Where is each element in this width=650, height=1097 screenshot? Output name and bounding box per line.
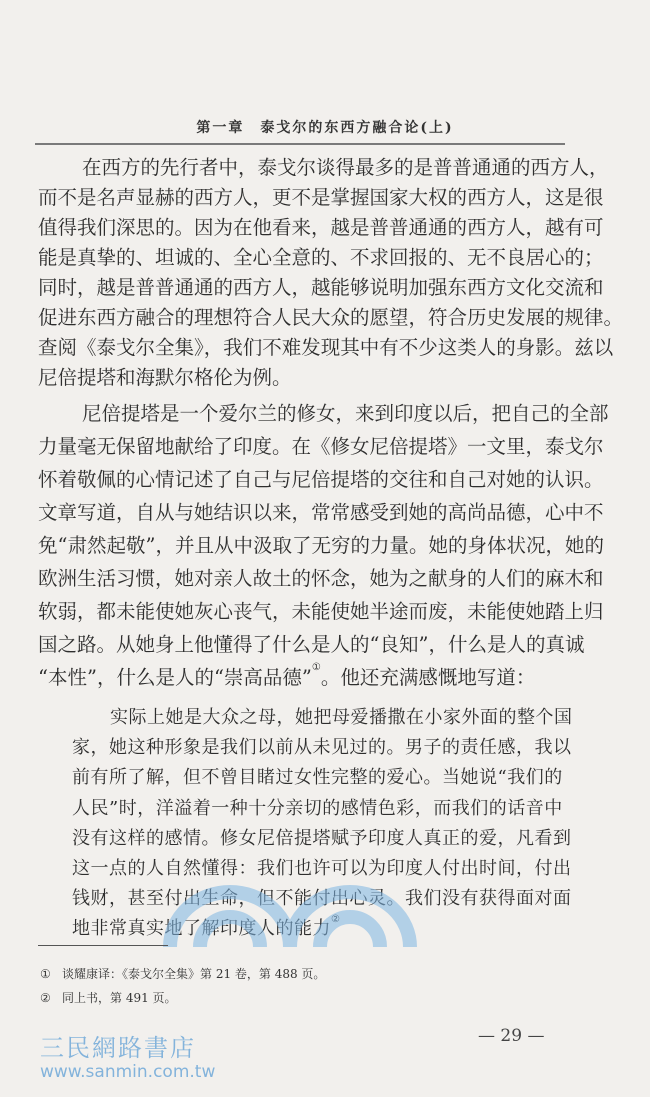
- quote-line: 家，她这种形象是我们以前从未见过的。男子的责任感，我以: [72, 737, 572, 759]
- text-line: 在西方的先行者中，泰戈尔谈得最多的是普普通通的西方人，: [82, 156, 609, 179]
- quote-line: 这一点的人自然懂得：我们也许可以为印度人付出时间，付出: [72, 857, 572, 879]
- quote-line: 钱财，甚至付出生命，但不能付出心灵。我们没有获得面对面: [72, 888, 572, 910]
- footnote-1: [40, 965, 325, 989]
- footnote-text: 同上书，第 491 页。: [62, 991, 177, 1005]
- footnote-2: [40, 989, 325, 1013]
- paragraph-1: [38, 152, 624, 392]
- text-segment: 地非常真实地了解印度人的能力: [72, 918, 331, 940]
- running-header: 第一章 泰戈尔的东西方融合论(上): [196, 120, 454, 136]
- quote-line: 没有这样的感情。修女尼倍提塔赋予印度人真正的爱，凡看到: [72, 827, 572, 849]
- text-line: 能是真挚的、坦诚的、全心全意的、不求回报的、无不良居心的；: [38, 245, 604, 269]
- text-segment: “本性”，什么是人的“崇高品德”: [38, 665, 312, 689]
- text-line: 国之路。从她身上他懂得了什么是人的“良知”，什么是人的真诚: [38, 632, 585, 656]
- text-line: 软弱，都未能使她灰心丧气，未能使她半途而废，未能使她踏上归: [38, 599, 604, 623]
- block-quote: [72, 703, 573, 945]
- footnote-rule: [38, 945, 168, 946]
- footnote-ref-1[interactable]: ①: [311, 661, 321, 673]
- text-line: 力量毫无保留地献给了印度。在《修女尼倍提塔》一文里，泰戈尔: [38, 434, 604, 458]
- text-line: 怀着敬佩的心情记述了自己与尼倍提塔的交往和自己对她的认识。: [38, 467, 604, 491]
- text-line: 查阅《泰戈尔全集》，我们不难发现其中有不少这类人的身影。兹以: [38, 335, 614, 359]
- watermark-name: 三民網路書店: [40, 1034, 196, 1062]
- text-line: 尼倍提塔和海默尔格伦为例。: [38, 365, 292, 389]
- quote-line: [72, 914, 560, 940]
- paragraph-2: [38, 398, 609, 695]
- text-line: 值得我们深思的。因为在他看来，越是普普通通的西方人，越有可: [38, 215, 604, 239]
- watermark-url: www.sanmin.com.tw: [40, 1062, 216, 1082]
- footnote-mark: ②: [40, 991, 51, 1005]
- text-segment: 。他还充满感慨地写道：: [320, 665, 536, 689]
- text-line: 免“肃然起敬”，并且从中汲取了无穷的力量。她的身体状况，她的: [38, 533, 604, 557]
- footnote-text: 谈耀康译：《泰戈尔全集》第 21 卷，第 488 页。: [62, 967, 326, 981]
- watermark: [40, 1028, 440, 1092]
- text-line: 尼倍提塔是一个爱尔兰的修女，来到印度以后，把自己的全部: [82, 402, 609, 425]
- footnote-ref-2[interactable]: ②: [331, 914, 341, 926]
- header-rule: [35, 143, 565, 145]
- text-line: 同时，越是普普通通的西方人，越能够说明加强东西方文化交流和: [38, 275, 604, 299]
- text-line: 促进东西方融合的理想符合人民大众的愿望，符合历史发展的规律。: [38, 305, 624, 329]
- text-line: 而不是名声显赫的西方人，更不是掌握国家大权的西方人，这是很: [38, 185, 604, 209]
- text-line: 文章写道，自从与她结识以来，常常感受到她的高尚品德，心中不: [38, 500, 604, 524]
- quote-line: 实际上她是大众之母，她把母爱播撒在小家外面的整个国: [110, 707, 573, 728]
- footnote-mark: ①: [40, 967, 51, 981]
- text-line: [38, 661, 560, 689]
- text-line: 欧洲生活习惯，她对亲人故土的怀念，她为之献身的人们的麻木和: [38, 566, 604, 590]
- footnotes: [40, 965, 325, 1013]
- page-number: — 29 —: [478, 1026, 545, 1046]
- quote-line: 前有所了解，但不曾目睹过女性完整的爱心。当她说“我们的: [72, 767, 563, 789]
- quote-line: 人民”时，洋溢着一种十分亲切的感情色彩，而我们的话音中: [72, 797, 563, 819]
